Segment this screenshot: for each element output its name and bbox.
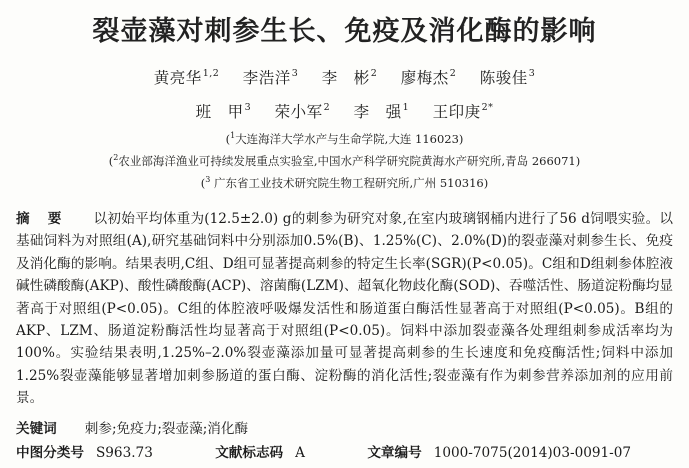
- author: 李 彬$^2$: [321, 68, 378, 87]
- clc-label: 中图分类号: [16, 445, 84, 461]
- keywords: [16, 417, 673, 437]
- abstract: [16, 208, 673, 410]
- author-list-row-1: [0, 66, 689, 88]
- author: 黄亮华$^{1,2}$: [153, 68, 220, 87]
- keywords-text: 刺参;免疫力;裂壶藻;消化酶: [84, 421, 249, 437]
- author: 荣小军$^2$: [274, 102, 331, 121]
- affiliation-3: ($^3$ 广东省工业技术研究院生物工程研究所,广州 510316): [200, 175, 489, 190]
- affiliation-1: ($^1$大连海洋大学水产与生命学院,大连 116023): [225, 131, 464, 146]
- paper-title: 裂壶藻对刺参生长、免疫及消化酶的影响: [92, 16, 597, 47]
- author: 廖梅杰$^2$: [400, 68, 457, 87]
- article-number-value: 1000-7075(2014)03-0091-07: [433, 445, 632, 461]
- classification-line: [16, 441, 673, 461]
- affiliation-2: ($^2$农业部海洋渔业可持续发展重点实验室,中国水产科学研究院黄海水产研究所,青岛 266071): [108, 153, 581, 168]
- abstract-label: 摘 要: [16, 211, 64, 227]
- doc-code-value: A: [295, 445, 305, 461]
- author-list-row-2: [0, 100, 689, 122]
- keywords-label: 关键词: [16, 421, 57, 437]
- doc-code-label: 文献标志码: [215, 445, 284, 461]
- author: 王印庚$^{2*}$: [432, 102, 494, 121]
- author: 李浩洋$^3$: [242, 68, 299, 87]
- article-number-label: 文章编号: [367, 445, 422, 461]
- abstract-text: 以初始平均体重为(12.5±2.0) g的刺参为研究对象,在室内玻璃钢桶内进行了56 d饲喂实验。以基础饲料为对照组(A),研究基础饲料中分别添加0.5%(B)、1.25%(C)、2.0%(D)的裂壶藻对刺参生长、免疫及消化酶的影响。结果表明,C组、D组可显著提高刺参的特定生长率(SGR)(P<0.05)。C组和D组刺参体腔液碱性磷酸酶(AKP)、酸性磷酸酶(ACP)、溶菌酶(LZM)、超氧化物歧化酶(SOD)、吞噬活性、肠道淀粉酶均显著高于对照组(P<0.05)。C组的体腔液呼吸爆发活性和肠道蛋白酶活性显著高于对照组(P<0.05)。B组的AKP、LZM、肠道淀粉酶活性均显著高于对照组(P<0.05)。饲料中添加裂壶藻各处理组刺参成活率均为100%。实验结果表明,1.25%–2.0%裂壶藻添加量可显著提高刺参的生长速度和免疫酶活性;饲料中添加1.25%裂壶藻能够显著增加刺参肠道的蛋白酶、淀粉酶的消化活性;裂壶藻有作为刺参营养添加剂的应用前景。: [16, 211, 674, 407]
- author: 班 甲$^3$: [195, 102, 252, 121]
- clc-value: S963.73: [95, 445, 153, 461]
- author: 李 强$^1$: [353, 102, 410, 121]
- author: 陈骏佳$^3$: [479, 68, 536, 87]
